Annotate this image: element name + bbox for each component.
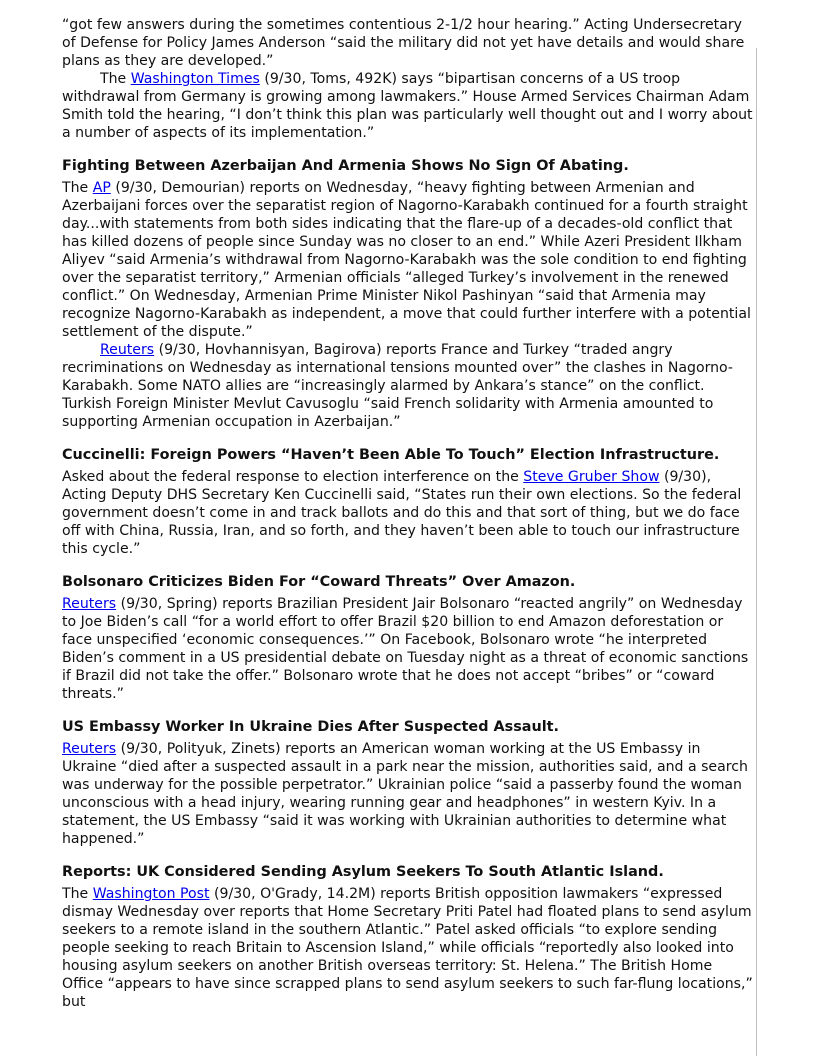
story-paragraph-text: (9/30), Acting Deputy DHS Secretary Ken Cuccinelli said, “States run their own elections. So the federal government doesn’t come in and track ballots and do this and that sort of thing, but we do face off with China, Russia, Iran, and so forth, and they haven’t been able to touch our infrastructure this cycle.” xyxy=(62,469,742,557)
reuters-link[interactable]: Reuters xyxy=(100,342,155,358)
story-paragraph xyxy=(62,740,756,848)
story-paragraph-text: (9/30, Demourian) reports on Wednesday, “heavy fighting between Armenian and Azerbaijani forces over the separatist region of Nagorno-Karabakh continued for a fourth straight day...with statements from both sides indicating that the flare-up of a decades-old conflict that has killed dozens of people since Sunday was no closer to an end.” While Azeri President Ilkham Aliyev “said Armenia’s withdrawal from Nagorno-Karabakh was the sole condition to end fighting over the separatist territory,” Armenian officials “alleged Turkey’s involvement in the renewed conflict.” On Wednesday, Armenian Prime Minister Nikol Pashinyan “said that Armenia may recognize Nagorno-Karabakh as independent, a move that could further interfere with a potential settlement of the dispute.” xyxy=(62,180,751,340)
story-paragraph-text: (9/30, Polityuk, Zinets) reports an American woman working at the US Embassy in Ukraine “died after a suspected assault in a park near the mission, authorities said, and a search was underway for the possible perpetrator.” Ukrainian police “said a passerby found the woman unconscious with a head injury, wearing running gear and headphones” in western Kyiv. In a statement, the US Embassy “said it was working with Ukrainian authorities to determine what happened.” xyxy=(62,741,748,847)
story-paragraph xyxy=(62,885,756,1011)
document-page xyxy=(62,16,756,1011)
story-azerbaijan-armenia xyxy=(62,156,756,431)
story-cuccinelli xyxy=(62,445,756,558)
story-paragraph-lead: The xyxy=(62,886,93,902)
washington-times-link[interactable]: Washington Times xyxy=(130,71,260,87)
ap-link[interactable]: AP xyxy=(92,180,111,196)
story-headline: Cuccinelli: Foreign Powers “Haven’t Been Able To Touch” Election Infrastructure. xyxy=(62,447,720,463)
intro-paragraph-2-text: (9/30, Toms, 492K) says “bipartisan concerns of a US troop withdrawal from Germany is growing among lawmakers.” House Armed Services Chairman Adam Smith told the hearing, “I don’t think this plan was particularly well thought out and I worry about a number of aspects of its implementation.” xyxy=(62,71,753,141)
story-headline: Bolsonaro Criticizes Biden For “Coward Threats” Over Amazon. xyxy=(62,574,576,590)
story-paragraph xyxy=(62,341,756,431)
story-bolsonaro xyxy=(62,572,756,703)
story-headline: Fighting Between Azerbaijan And Armenia Shows No Sign Of Abating. xyxy=(62,158,629,174)
story-paragraph-text: (9/30, Hovhannisyan, Bagirova) reports France and Turkey “traded angry recriminations on Wednesday as international tensions mounted over” the clashes in Nagorno-Karabakh. Some NATO allies are “increasingly alarmed by Ankara’s stance” on the conflict. Turkish Foreign Minister Mevlut Cavusoglu “said French solidarity with Armenia amounted to supporting Armenian occupation in Azerbaijan.” xyxy=(62,342,734,430)
story-paragraph xyxy=(62,179,756,341)
right-margin-rule xyxy=(756,48,757,1056)
reuters-link[interactable]: Reuters xyxy=(62,596,117,612)
reuters-link[interactable]: Reuters xyxy=(62,741,117,757)
story-paragraph-text: (9/30, O'Grady, 14.2M) reports British opposition lawmakers “expressed dismay Wednesday over reports that Home Secretary Priti Patel had floated plans to send asylum seekers to a remote island in the southern Atlantic.” Patel asked officials “to explore sending people seeking to reach Britain to Ascension Island,” while officials “reportedly also looked into housing asylum seekers on another British overseas territory: St. Helena.” The British Home Office “appears to have since scrapped plans to send asylum seekers to such far-flung locations,” but xyxy=(62,886,753,1010)
story-paragraph xyxy=(62,595,756,703)
intro-paragraph-2 xyxy=(62,70,756,142)
intro-paragraph-2-lead: The xyxy=(100,71,131,87)
story-paragraph-lead: Asked about the federal response to election interference on the xyxy=(62,469,524,485)
story-headline: Reports: UK Considered Sending Asylum Seekers To South Atlantic Island. xyxy=(62,864,664,880)
story-uk-asylum xyxy=(62,862,756,1011)
story-ukraine-embassy xyxy=(62,717,756,848)
washington-post-link[interactable]: Washington Post xyxy=(92,886,210,902)
steve-gruber-show-link[interactable]: Steve Gruber Show xyxy=(523,469,660,485)
story-paragraph-text: (9/30, Spring) reports Brazilian President Jair Bolsonaro “reacted angrily” on Wednesday to Joe Biden’s call “for a world effort to offer Brazil $20 billion to end Amazon deforestation or face unspecified ‘economic consequences.’” On Facebook, Bolsonaro wrote “he interpreted Biden’s comment in a US presidential debate on Tuesday night as a threat of economic sanctions if Brazil did not take the offer.” Bolsonaro wrote that he does not accept “bribes” or “coward threats.” xyxy=(62,596,749,702)
story-paragraph xyxy=(62,468,756,558)
intro-paragraph-1: “got few answers during the sometimes contentious 2-1/2 hour hearing.” Acting Undersecretary of Defense for Policy James Anderson “said the military did not yet have details and would share plans as they are developed.” xyxy=(62,17,745,69)
story-headline: US Embassy Worker In Ukraine Dies After Suspected Assault. xyxy=(62,719,560,735)
story-paragraph-lead: The xyxy=(62,180,93,196)
